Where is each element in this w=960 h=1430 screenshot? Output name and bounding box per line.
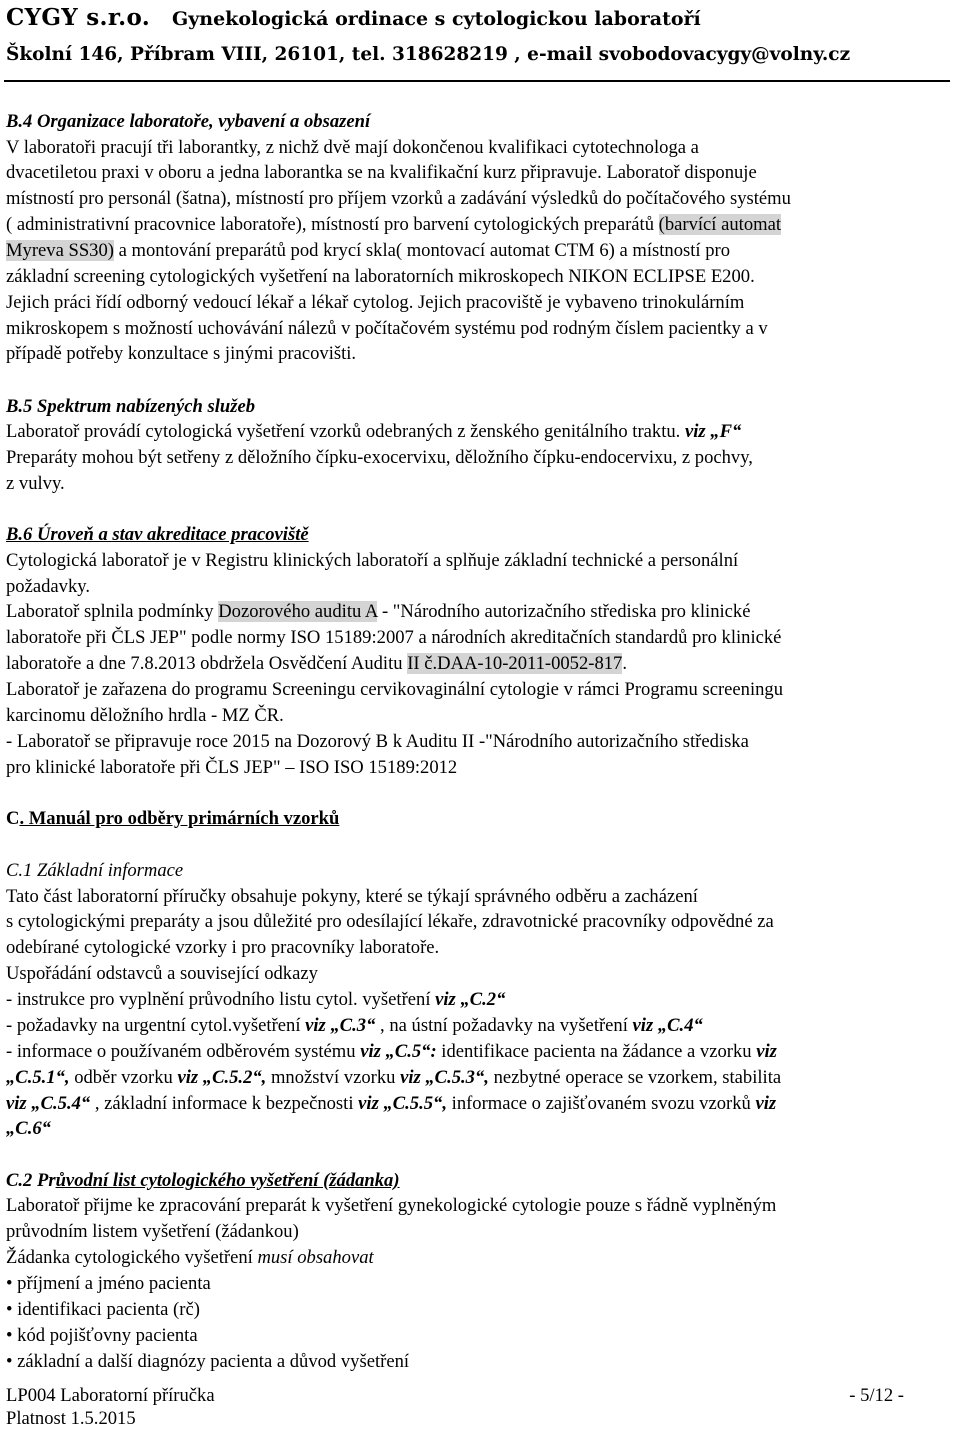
b4-line-9: případě potřeby konzultace s jinými pracovišti. [6, 343, 357, 364]
b6-line-7: karcinomu děložního hrdla - MZ ČR. [6, 705, 284, 726]
reference-c6: „C.6“ [6, 1118, 51, 1139]
section-b5-heading: B.5 Spektrum nabízených služeb [6, 396, 255, 417]
b4-line-2: dvacetiletou praxi v oboru a jedna laborantka se na kvalifikační kurz připravuje. Laboratoř disponuje [6, 162, 757, 183]
reference-c3: viz „C.3“ [305, 1015, 376, 1036]
b4-line-1: V laboratoři pracují tři laborantky, z nichž dvě mají dokončenou kvalifikaci cytotechnologa a [6, 137, 699, 158]
reference-c52: viz „C.5.2“, [177, 1067, 267, 1088]
page-header-line1 [6, 4, 701, 31]
c2-line-3-italic: musí obsahovat [257, 1247, 374, 1268]
c1-line-7-mid: identifikace pacienta na žádance a vzorku [436, 1041, 757, 1062]
b5-line-3: z vulvy. [6, 473, 65, 494]
b6-line-5-text: laboratoře a dne 7.8.2013 obdržela Osvědčení Auditu [6, 653, 408, 674]
c1-line-9 [6, 1093, 776, 1115]
section-c-title: . Manuál pro odběry primárních vzorků [19, 808, 340, 829]
b4-line-8: mikroskopem s možností uchovávání nálezů v počítačovém systému pod rodným číslem pacientky a v [6, 318, 768, 339]
reference-c5: viz „C.5“: [360, 1041, 437, 1062]
c1-line-6-mid: , na ústní požadavky na vyšetření [375, 1015, 633, 1036]
section-b6-heading: B.6 Úroveň a stav akreditace pracoviště [6, 524, 309, 545]
b4-line-7: Jejich práci řídí odborný vedoucí lékař a lékař cytolog. Jejich pracoviště je vybaveno trinokulárním [6, 292, 745, 313]
c2-line-3-text: Žádanka cytologického vyšetření [6, 1247, 258, 1268]
reference-c4: viz „C.4“ [632, 1015, 703, 1036]
b4-line-5-text: a montování preparátů pod krycí skla( montovací automat CTM 6) a místností pro [113, 240, 730, 261]
c1-line-5-text: - instrukce pro vyplnění průvodního listu cytol. vyšetření [6, 989, 436, 1010]
c1-line-5 [6, 989, 505, 1011]
reference-c2: viz „C.2“ [435, 989, 506, 1010]
list-item: • identifikaci pacienta (rč) [6, 1299, 200, 1320]
footer-validity: Platnost 1.5.2015 [6, 1408, 136, 1429]
c1-line-2: s cytologickými preparáty a jsou důležité pro odesílající lékaře, zdravotnické pracovníky odpovědné za [6, 911, 774, 932]
c1-line-8-text2: množství vzorku [266, 1067, 401, 1088]
section-c1-heading: C.1 Základní informace [6, 860, 184, 881]
list-item: • základní a další diagnózy pacienta a důvod vyšetření [6, 1351, 410, 1372]
b6-line-9: pro klinické laboratoře při ČLS JEP" – ISO ISO 15189:2012 [6, 757, 458, 778]
footer-page-number: - 5/12 - [849, 1385, 904, 1406]
b6-line-1: Cytologická laboratoř je v Registru klinických laboratoří a splňuje základní technické a personální [6, 550, 739, 571]
c1-line-6-text: - požadavky na urgentní cytol.vyšetření [6, 1015, 306, 1036]
highlight-myreva: Myreva SS30) [6, 240, 114, 261]
highlight-certificate-number: II č.DAA-10-2011-0052-817 [407, 653, 623, 674]
footer-document-name: LP004 Laboratorní příručka [6, 1385, 215, 1406]
header-divider [4, 80, 950, 82]
b6-line-3-text: Laboratoř splnila podmínky [6, 601, 219, 622]
section-c-heading [6, 808, 339, 830]
b4-line-6: základní screening cytologických vyšetření na laboratorních mikroskopech NIKON ECLIPSE E200. [6, 266, 755, 287]
b6-line-4: laboratoře při ČLS JEP" podle normy ISO 15189:2007 a národních akreditačních standardů pro klinické [6, 627, 782, 648]
c1-line-8 [6, 1067, 781, 1089]
b6-line-3-tail: - "Národního autorizačního střediska pro klinické [377, 601, 751, 622]
c1-line-9-text2: informace o zajišťovaném svozu vzorků [447, 1093, 756, 1114]
c2-line-3 [6, 1247, 374, 1269]
list-item: • kód pojišťovny pacienta [6, 1325, 198, 1346]
header-address: Školní 146, Příbram VIII, 26101, tel. 318628219 , e-mail svobodovacygy@volny.cz [6, 44, 851, 65]
c1-line-4: Uspořádání odstavců a související odkazy [6, 963, 318, 984]
b6-line-2: požadavky. [6, 576, 90, 597]
b5-line-2: Preparáty mohou být setřeny z děložního čípku-exocervixu, děložního čípku-endocervixu, z pochvy, [6, 447, 753, 468]
b5-line-1-text: Laboratoř provádí cytologická vyšetření vzorků odebraných z ženského genitálního traktu. [6, 421, 685, 442]
highlight-dozorovy-audit: Dozorového auditu A [218, 601, 378, 622]
c1-line-3: odebírané cytologické vzorky i pro pracovníky laboratoře. [6, 937, 440, 958]
c2-line-2: průvodním listem vyšetření (žádankou) [6, 1221, 299, 1242]
b6-line-6: Laboratoř je zařazena do programu Screeningu cervikovaginální cytologie v rámci Programu screeningu [6, 679, 784, 700]
c1-line-9-text1: , základní informace k bezpečnosti [90, 1093, 359, 1114]
list-item: • příjmení a jméno pacienta [6, 1273, 211, 1294]
c1-line-8-text1: odběr vzorku [69, 1067, 178, 1088]
reference-viz: viz [756, 1041, 777, 1062]
reference-f: viz „F“ [684, 421, 742, 442]
section-c2-heading [6, 1170, 400, 1192]
company-name: CYGY s.r.o. [6, 4, 151, 31]
b4-line-4 [6, 214, 781, 236]
b6-line-5 [6, 653, 627, 675]
c1-line-1: Tato část laboratorní příručky obsahuje pokyny, které se týkají správného odběru a zacházení [6, 886, 698, 907]
b6-line-5-tail: . [622, 653, 628, 674]
highlight-staining-automat: (barvící automat [658, 214, 782, 235]
b6-line-8: - Laboratoř se připravuje roce 2015 na Dozorový B k Auditu II -"Národního autorizačního střediska [6, 731, 749, 752]
b4-line-3: místností pro personál (šatna), místností pro příjem vzorků a zadávání výsledků do počítačového systému [6, 188, 791, 209]
section-c2-heading-b: ůvodní list cytologického vyšetření (žádanka) [55, 1170, 400, 1191]
b6-line-3 [6, 601, 750, 623]
b5-line-1 [6, 421, 741, 443]
section-c-letter: C [6, 808, 20, 829]
c1-line-7 [6, 1041, 777, 1063]
reference-viz-2: viz [755, 1093, 777, 1114]
c1-line-6 [6, 1015, 703, 1037]
reference-c51: „C.5.1“, [6, 1067, 70, 1088]
reference-c55: viz „C.5.5“, [358, 1093, 447, 1114]
section-b4-heading: B.4 Organizace laboratoře, vybavení a obsazení [6, 111, 371, 132]
section-c2-heading-a: C.2 Pr [6, 1170, 56, 1191]
c1-line-7-text: - informace o používaném odběrovém systému [6, 1041, 361, 1062]
c2-line-1: Laboratoř přijme ke zpracování preparát k vyšetření gynekologické cytologie pouze s řádně vyplněným [6, 1195, 777, 1216]
b4-line-5 [6, 240, 730, 262]
reference-c54: viz „C.5.4“ [6, 1093, 91, 1114]
header-title: Gynekologická ordinace s cytologickou laboratoří [172, 8, 701, 30]
reference-c53: viz „C.5.3“, [400, 1067, 489, 1088]
b4-line-4-text: ( administrativní pracovnice laboratoře), místností pro barvení cytologických preparátů [6, 214, 654, 235]
c1-line-8-text3: nezbytné operace se vzorkem, stabilita [488, 1067, 782, 1088]
